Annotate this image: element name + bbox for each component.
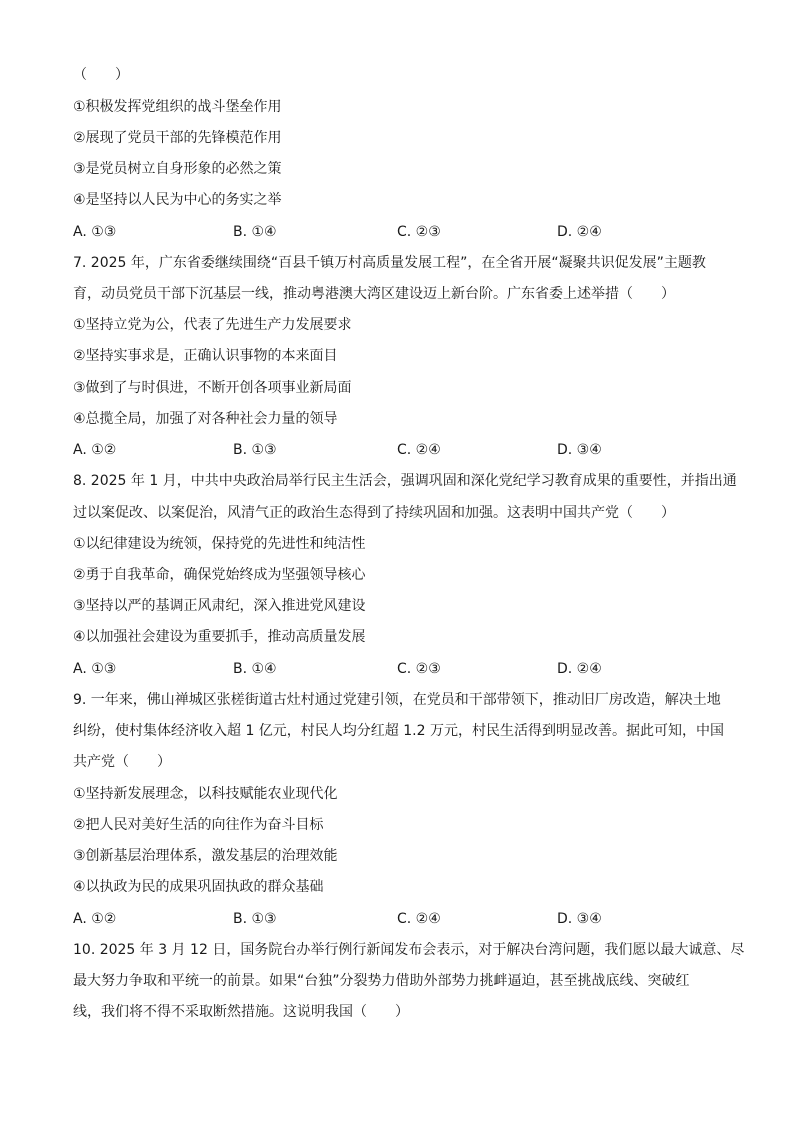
q9-option-b: B. ①③ <box>233 911 277 927</box>
q9-options <box>73 909 733 929</box>
q9-option-c: C. ②④ <box>397 911 441 927</box>
q8-item-1: ①以纪律建设为统领，保持党的先进性和纯洁性 <box>73 536 366 552</box>
q8-options <box>73 659 733 679</box>
q6-item-3: ③是党员树立自身形象的必然之策 <box>73 161 282 177</box>
q8-item-3: ③坚持以严的基调正风肃纪，深入推进党风建设 <box>73 598 366 614</box>
q10-stem-line-1: 10. 2025 年 3 月 12 日，国务院台办举行例行新闻发布会表示，对于解决台湾问题，我们愿以最大诚意、尽 <box>73 942 745 958</box>
q8-option-c: C. ②③ <box>397 661 441 677</box>
q7-item-1: ①坚持立党为公，代表了先进生产力发展要求 <box>73 317 352 333</box>
q8-item-2: ②勇于自我革命，确保党始终成为坚强领导核心 <box>73 567 366 583</box>
q6-option-c: C. ②③ <box>397 224 441 240</box>
q6-options <box>73 222 733 242</box>
q7-stem-line-1: 7. 2025 年，广东省委继续围绕“百县千镇万村高质量发展工程”，在全省开展“凝聚共识促发展”主题教 <box>73 255 706 271</box>
q9-stem-line-3: 共产党（ ） <box>73 754 171 770</box>
q7-item-2: ②坚持实事求是，正确认识事物的本来面目 <box>73 348 338 364</box>
q7-option-b: B. ①③ <box>233 442 277 458</box>
q6-item-2: ②展现了党员干部的先锋模范作用 <box>73 130 282 146</box>
q7-options <box>73 440 733 460</box>
q6-option-d: D. ②④ <box>557 224 602 240</box>
q8-option-a: A. ①③ <box>73 661 117 677</box>
q7-item-4: ④总揽全局，加强了对各种社会力量的领导 <box>73 411 338 427</box>
q6-option-a: A. ①③ <box>73 224 117 240</box>
q10-stem-line-3: 线，我们将不得不采取断然措施。这说明我国（ ） <box>73 1004 409 1020</box>
q9-stem-line-2: 纠纷，使村集体经济收入超 1 亿元，村民人均分红超 1.2 万元，村民生活得到明显改善。据此可知，中国 <box>73 723 724 739</box>
q7-option-d: D. ③④ <box>557 442 602 458</box>
q6-answer-paren: （ ） <box>73 67 129 83</box>
q10-stem-line-2: 最大努力争取和平统一的前景。如果“台独”分裂势力借助外部势力挑衅逼迫，甚至挑战底线、突破红 <box>73 973 690 989</box>
q9-item-3: ③创新基层治理体系，激发基层的治理效能 <box>73 848 338 864</box>
q9-stem-line-1: 9. 一年来，佛山禅城区张槎街道古灶村通过党建引领，在党员和干部带领下，推动旧厂房改造，解决土地 <box>73 692 721 708</box>
q7-option-a: A. ①② <box>73 442 117 458</box>
q6-item-4: ④是坚持以人民为中心的务实之举 <box>73 192 282 208</box>
q9-item-4: ④以执政为民的成果巩固执政的群众基础 <box>73 879 324 895</box>
q8-stem-line-2: 过以案促改、以案促治，风清气正的政治生态得到了持续巩固和加强。这表明中国共产党（ ） <box>73 505 675 521</box>
q8-stem-line-1: 8. 2025 年 1 月，中共中央政治局举行民主生活会，强调巩固和深化党纪学习教育成果的重要性，并指出通 <box>73 473 737 489</box>
q8-item-4: ④以加强社会建设为重要抓手，推动高质量发展 <box>73 629 366 645</box>
q7-item-3: ③做到了与时俱进，不断开创各项事业新局面 <box>73 380 352 396</box>
q7-stem-line-2: 育，动员党员干部下沉基层一线，推动粤港澳大湾区建设迈上新台阶。广东省委上述举措（ ） <box>73 286 675 302</box>
q6-option-b: B. ①④ <box>233 224 277 240</box>
q9-option-a: A. ①② <box>73 911 117 927</box>
q6-item-1: ①积极发挥党组织的战斗堡垒作用 <box>73 99 282 115</box>
q8-option-b: B. ①④ <box>233 661 277 677</box>
q9-item-1: ①坚持新发展理念，以科技赋能农业现代化 <box>73 786 338 802</box>
q9-option-d: D. ③④ <box>557 911 602 927</box>
q9-item-2: ②把人民对美好生活的向往作为奋斗目标 <box>73 817 324 833</box>
q8-option-d: D. ②④ <box>557 661 602 677</box>
q7-option-c: C. ②④ <box>397 442 441 458</box>
